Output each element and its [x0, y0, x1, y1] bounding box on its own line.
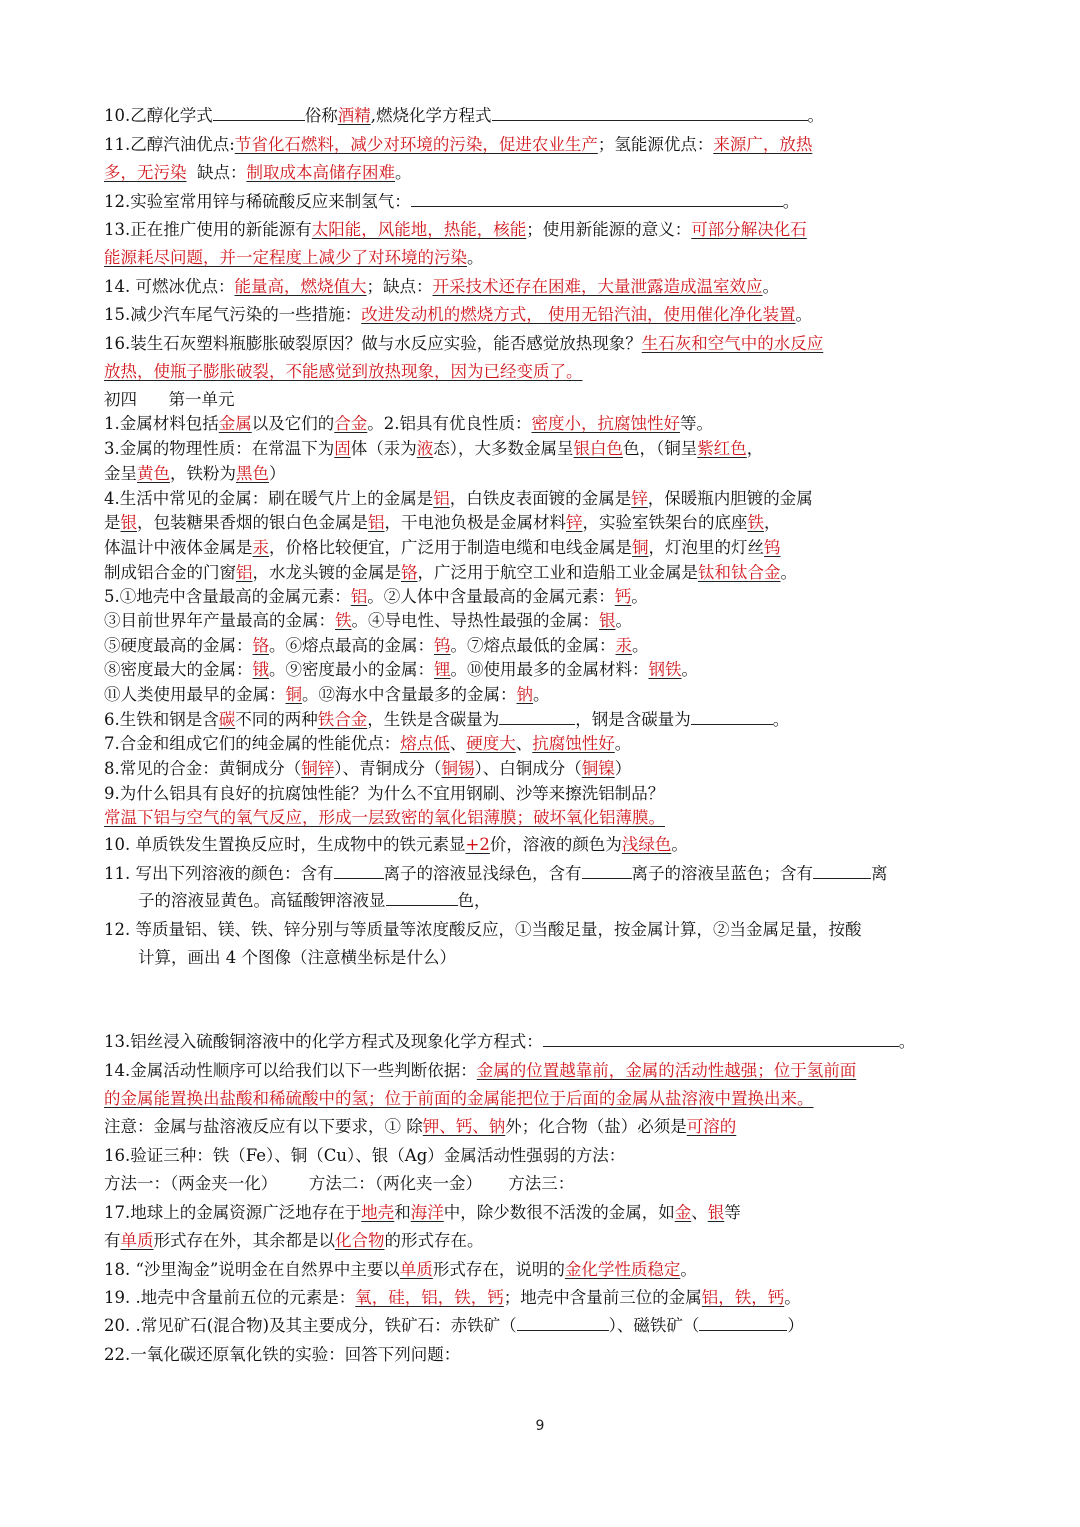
answer: 制取成本高储存困难	[246, 163, 395, 182]
answer: 能源耗尽问题，并一定程度上减少了对环境的污染	[104, 248, 467, 267]
answer: 金化学性质稳定	[564, 1260, 681, 1279]
unit1-q16: 16.验证三种：铁（Fe）、铜（Cu）、银（Ag）金属活动性强弱的方法：	[104, 1146, 626, 1165]
answer: 节省化石燃料，减少对环境的污染，促进农业生产	[234, 135, 598, 154]
unit1-q6: 6.生铁和钢是含碳不同的两种铁合金，生铁是含碳量为 ，钢是含碳量为 。	[104, 710, 790, 729]
answer-blank	[543, 1031, 899, 1047]
question-15-exhaust: 15.减少汽车尾气污染的一些措施：改进发动机的燃烧方式， 使用无铅汽油，使用催化净化装置。	[104, 305, 812, 324]
question-11-line1: 11.乙醇汽油优点:节省化石燃料，减少对环境的污染，促进农业生产；氢能源优点：来源广，放热	[104, 135, 813, 154]
unit1-q14-line2	[104, 1088, 814, 1110]
unit1-q5-line3: ⑤硬度最高的金属：铬。⑥熔点最高的金属：钨。⑦熔点最低的金属：汞。	[104, 636, 649, 655]
answer: 合金	[334, 414, 368, 433]
answer-blank	[499, 709, 575, 725]
unit1-q10: 10. 单质铁发生置换反应时，生成物中的铁元素显+2价，溶液的颜色为浅绿色。	[104, 835, 688, 854]
answer: 银	[707, 1203, 725, 1222]
answer: 可部分解决化石	[691, 220, 807, 239]
answer: 铝	[433, 489, 450, 508]
answer: 锇	[252, 660, 269, 679]
unit1-q4-line1: 4.生活中常见的金属：刷在暖气片上的金属是铝，白铁皮表面镀的金属是锌，保暖瓶内胆镀的金属	[104, 489, 813, 508]
question-16-line1: 16.装生石灰塑料瓶膨胀破裂原因？做与水反应实验，能否感觉放热现象？生石灰和空气中的水反应	[104, 334, 824, 353]
answer: 锌	[631, 489, 648, 508]
answer: 能量高，燃烧值大	[234, 277, 367, 296]
answer: 金	[674, 1203, 692, 1222]
answer: 硬度大	[466, 734, 516, 753]
answer: 来源广，放热	[713, 135, 813, 154]
answer: 浅绿色	[621, 835, 672, 854]
answer: 汞	[252, 538, 269, 557]
answer: 金属	[218, 414, 252, 433]
answer: 固	[334, 439, 351, 458]
unit1-q13: 13.铝丝浸入硫酸铜溶液中的化学方程式及现象化学方程式： 。	[104, 1032, 916, 1051]
unit1-q7: 7.合金和组成它们的纯金属的性能优点：熔点低、硬度大、抗腐蚀性好。	[104, 734, 632, 753]
answer: 钙	[614, 587, 632, 606]
unit1-q5-line1: 5.①地壳中含量最高的金属元素：铝。②人体中含量最高的金属元素：钙。	[104, 587, 648, 606]
unit1-q11-line1: 11. 写出下列溶液的颜色：含有 离子的溶液显浅绿色，含有 离子的溶液呈蓝色；含有 离	[104, 864, 888, 883]
question-14-combustible-ice: 14. 可燃冰优点：能量高，燃烧值大；缺点：开采技术还存在困难，大量泄露造成温室效应。	[104, 277, 779, 296]
answer: 氧，硅，铝，铁，钙	[355, 1288, 504, 1307]
answer: 铜锌	[301, 759, 335, 778]
unit1-q5-line2: ③目前世界年产量最高的金属：铁。④导电性、导热性最强的金属：银。	[104, 611, 632, 630]
answer: 单质	[399, 1260, 433, 1279]
unit1-q20: 20. .常见矿石(混合物)及其主要成分，铁矿石：赤铁矿（ ）、磁铁矿（ ）	[104, 1316, 804, 1335]
answer: 开采技术还存在困难，大量泄露造成温室效应	[432, 277, 763, 296]
answer: 钾、钙、钠	[422, 1117, 506, 1136]
unit1-q17-line2: 有单质形式存在外，其余都是以化合物的形式存在。	[104, 1231, 484, 1250]
answer: 液	[416, 439, 434, 458]
answer: 熔点低	[400, 734, 450, 753]
answer: 紫红色	[697, 439, 747, 458]
answer: 放热，使瓶子膨胀破裂，不能感觉到放热现象，因为已经变质了。	[104, 362, 583, 381]
answer: 铬	[401, 563, 418, 582]
unit1-q5-line5: ⑪人类使用最早的金属：铜。⑫海水中含量最多的金属：钠。	[104, 685, 550, 704]
answer: 地壳	[361, 1203, 395, 1222]
unit1-q12-line1: 12. 等质量铝、镁、铁、锌分别与等质量等浓度酸反应，①当酸足量，按金属计算，②当金属足量，按酸	[104, 920, 862, 939]
unit1-q3-line1: 3.金属的物理性质：在常温下为固体（汞为液态），大多数金属呈银白色色，（铜呈紫红色，	[104, 439, 764, 458]
answer: 铝	[350, 587, 368, 606]
unit1-q8: 8.常见的合金：黄铜成分（铜锌）、青铜成分（铜锡）、白铜成分（铜镍）	[104, 759, 632, 778]
answer-blank	[492, 105, 808, 121]
answer: 多，无污染	[104, 163, 187, 182]
answer: 铬	[252, 636, 269, 655]
answer: 铁	[747, 513, 764, 532]
answer-blank	[582, 863, 632, 879]
unit1-q4-line3: 体温计中液体金属是汞，价格比较便宜，广泛用于制造电缆和电线金属是铜，灯泡里的灯丝钨	[104, 538, 781, 557]
answer: 铝，铁，钙	[701, 1288, 785, 1307]
answer-blank	[213, 105, 305, 121]
unit1-q22: 22.一氧化碳还原氧化铁的实验：回答下列问题：	[104, 1345, 461, 1364]
answer-blank	[699, 1315, 787, 1331]
answer: 铝	[368, 513, 385, 532]
answer: 钢铁	[648, 660, 682, 679]
question-11-line2: 多，无污染 缺点：制取成本高储存困难。	[104, 163, 412, 182]
answer: 酒精	[337, 106, 371, 125]
question-12-hydrogen: 12.实验室常用锌与稀硫酸反应来制氢气： 。	[104, 192, 800, 211]
answer: 黄色	[137, 464, 170, 483]
page-number: 9	[535, 1418, 545, 1434]
unit1-q4-line2: 是银，包装糖果香烟的银白色金属是铝，干电池负极是金属材料锌，实验室铁架台的底座铁，	[104, 513, 781, 532]
answer: 银白色	[573, 439, 623, 458]
answer: 铜	[285, 685, 302, 704]
question-10-ethanol: 10.乙醇化学式 俗称酒精,燃烧化学方程式 。	[104, 106, 824, 125]
unit1-q5-line4: ⑧密度最大的金属：锇。⑨密度最小的金属：锂。⑩使用最多的金属材料：钢铁。	[104, 660, 698, 679]
unit1-q9-question: 9.为什么铝具有良好的抗腐蚀性能？为什么不宜用钢刷、沙等来擦洗铝制品？	[104, 784, 665, 803]
answer: 铜锡	[441, 759, 475, 778]
answer: 化合物	[335, 1231, 385, 1250]
answer: 铜镍	[581, 759, 615, 778]
answer-blank	[386, 890, 458, 906]
answer-blank	[691, 709, 773, 725]
unit1-q12-line2: 计算，画出 4 个图像（注意横坐标是什么）	[138, 948, 456, 967]
answer: 常温下铝与空气的氧气反应，形成一层致密的氧化铝薄膜；破坏氧化铝薄膜。	[104, 808, 665, 827]
answer: 金属的位置越靠前，金属的活动性越强；位于氢前面	[476, 1061, 857, 1080]
answer: 的金属能置换出盐酸和稀硫酸中的氢；位于前面的金属能把位于后面的金属从盐溶液中置换出来。	[104, 1089, 814, 1108]
unit1-q16-methods: 方法一：（两金夹一化） 方法二：（两化夹一金） 方法三：	[104, 1174, 575, 1193]
answer-blank	[334, 863, 384, 879]
answer: 钨	[434, 636, 451, 655]
answer: 钠	[516, 685, 533, 704]
question-13-line1: 13.正在推广使用的新能源有太阳能，风能地，热能，核能；使用新能源的意义：可部分解决化石	[104, 220, 807, 239]
answer: 铜	[632, 538, 649, 557]
answer: 汞	[615, 636, 632, 655]
answer: 太阳能，风能地，热能，核能	[311, 220, 527, 239]
answer: 锂	[434, 660, 451, 679]
answer: 银	[120, 513, 137, 532]
answer: 铁合金	[317, 710, 368, 729]
question-13-line2: 能源耗尽问题，并一定程度上减少了对环境的污染。	[104, 248, 484, 267]
answer: 锌	[566, 513, 583, 532]
section-heading: 初四 第一单元	[104, 390, 235, 409]
unit1-q11-line2: 子的溶液显黄色。高锰酸钾溶液显 色，	[138, 891, 491, 910]
answer: 铁	[335, 611, 352, 630]
answer: 抗腐蚀性好	[532, 734, 615, 753]
answer: 密度小，抗腐蚀性好	[531, 414, 680, 433]
answer: 钛和钛合金	[698, 563, 781, 582]
unit1-q1-q2: 1.金属材料包括金属以及它们的合金。2.铝具有优良性质：密度小，抗腐蚀性好等。	[104, 414, 713, 433]
unit1-q3-line2: 金呈黄色，铁粉为黑色）	[104, 464, 286, 483]
answer-blank	[411, 191, 783, 207]
answer: 铝	[236, 563, 253, 582]
unit1-q19: 19. .地壳中含量前五位的元素是：氧，硅，铝，铁，钙；地壳中含量前三位的金属铝，铁，钙。	[104, 1288, 801, 1307]
unit1-note: 注意：金属与盐溶液反应有以下要求，① 除钾、钙、钠外；化合物（盐）必须是可溶的	[104, 1117, 737, 1136]
question-16-line2	[104, 361, 583, 383]
unit1-q18: 18. “沙里淘金”说明金在自然界中主要以单质形式存在，说明的金化学性质稳定。	[104, 1260, 697, 1279]
unit1-q14-line1: 14.金属活动性顺序可以给我们以下一些判断依据：金属的位置越靠前，金属的活动性越强；位于氢前面	[104, 1061, 857, 1080]
answer: 海洋	[410, 1203, 444, 1222]
answer-blank	[517, 1315, 609, 1331]
unit1-q17-line1: 17.地球上的金属资源广泛地存在于地壳和海洋中，除少数很不活泼的金属，如金、银等	[104, 1203, 741, 1222]
answer: 碳	[218, 710, 236, 729]
answer: +2	[465, 835, 490, 854]
answer: 生石灰和空气中的水反应	[641, 334, 824, 353]
answer: 可溶的	[686, 1117, 737, 1136]
answer: 黑色	[236, 464, 269, 483]
answer-blank	[813, 863, 871, 879]
answer: 银	[599, 611, 616, 630]
answer: 单质	[120, 1231, 154, 1250]
answer: 钨	[764, 538, 781, 557]
answer: 改进发动机的燃烧方式， 使用无铅汽油，使用催化净化装置	[361, 305, 796, 324]
unit1-q9-answer	[104, 807, 665, 829]
unit1-q4-line4: 制成铝合金的门窗铝，水龙头镀的金属是铬，广泛用于航空工业和造船工业金属是钛和钛合金。	[104, 563, 797, 582]
